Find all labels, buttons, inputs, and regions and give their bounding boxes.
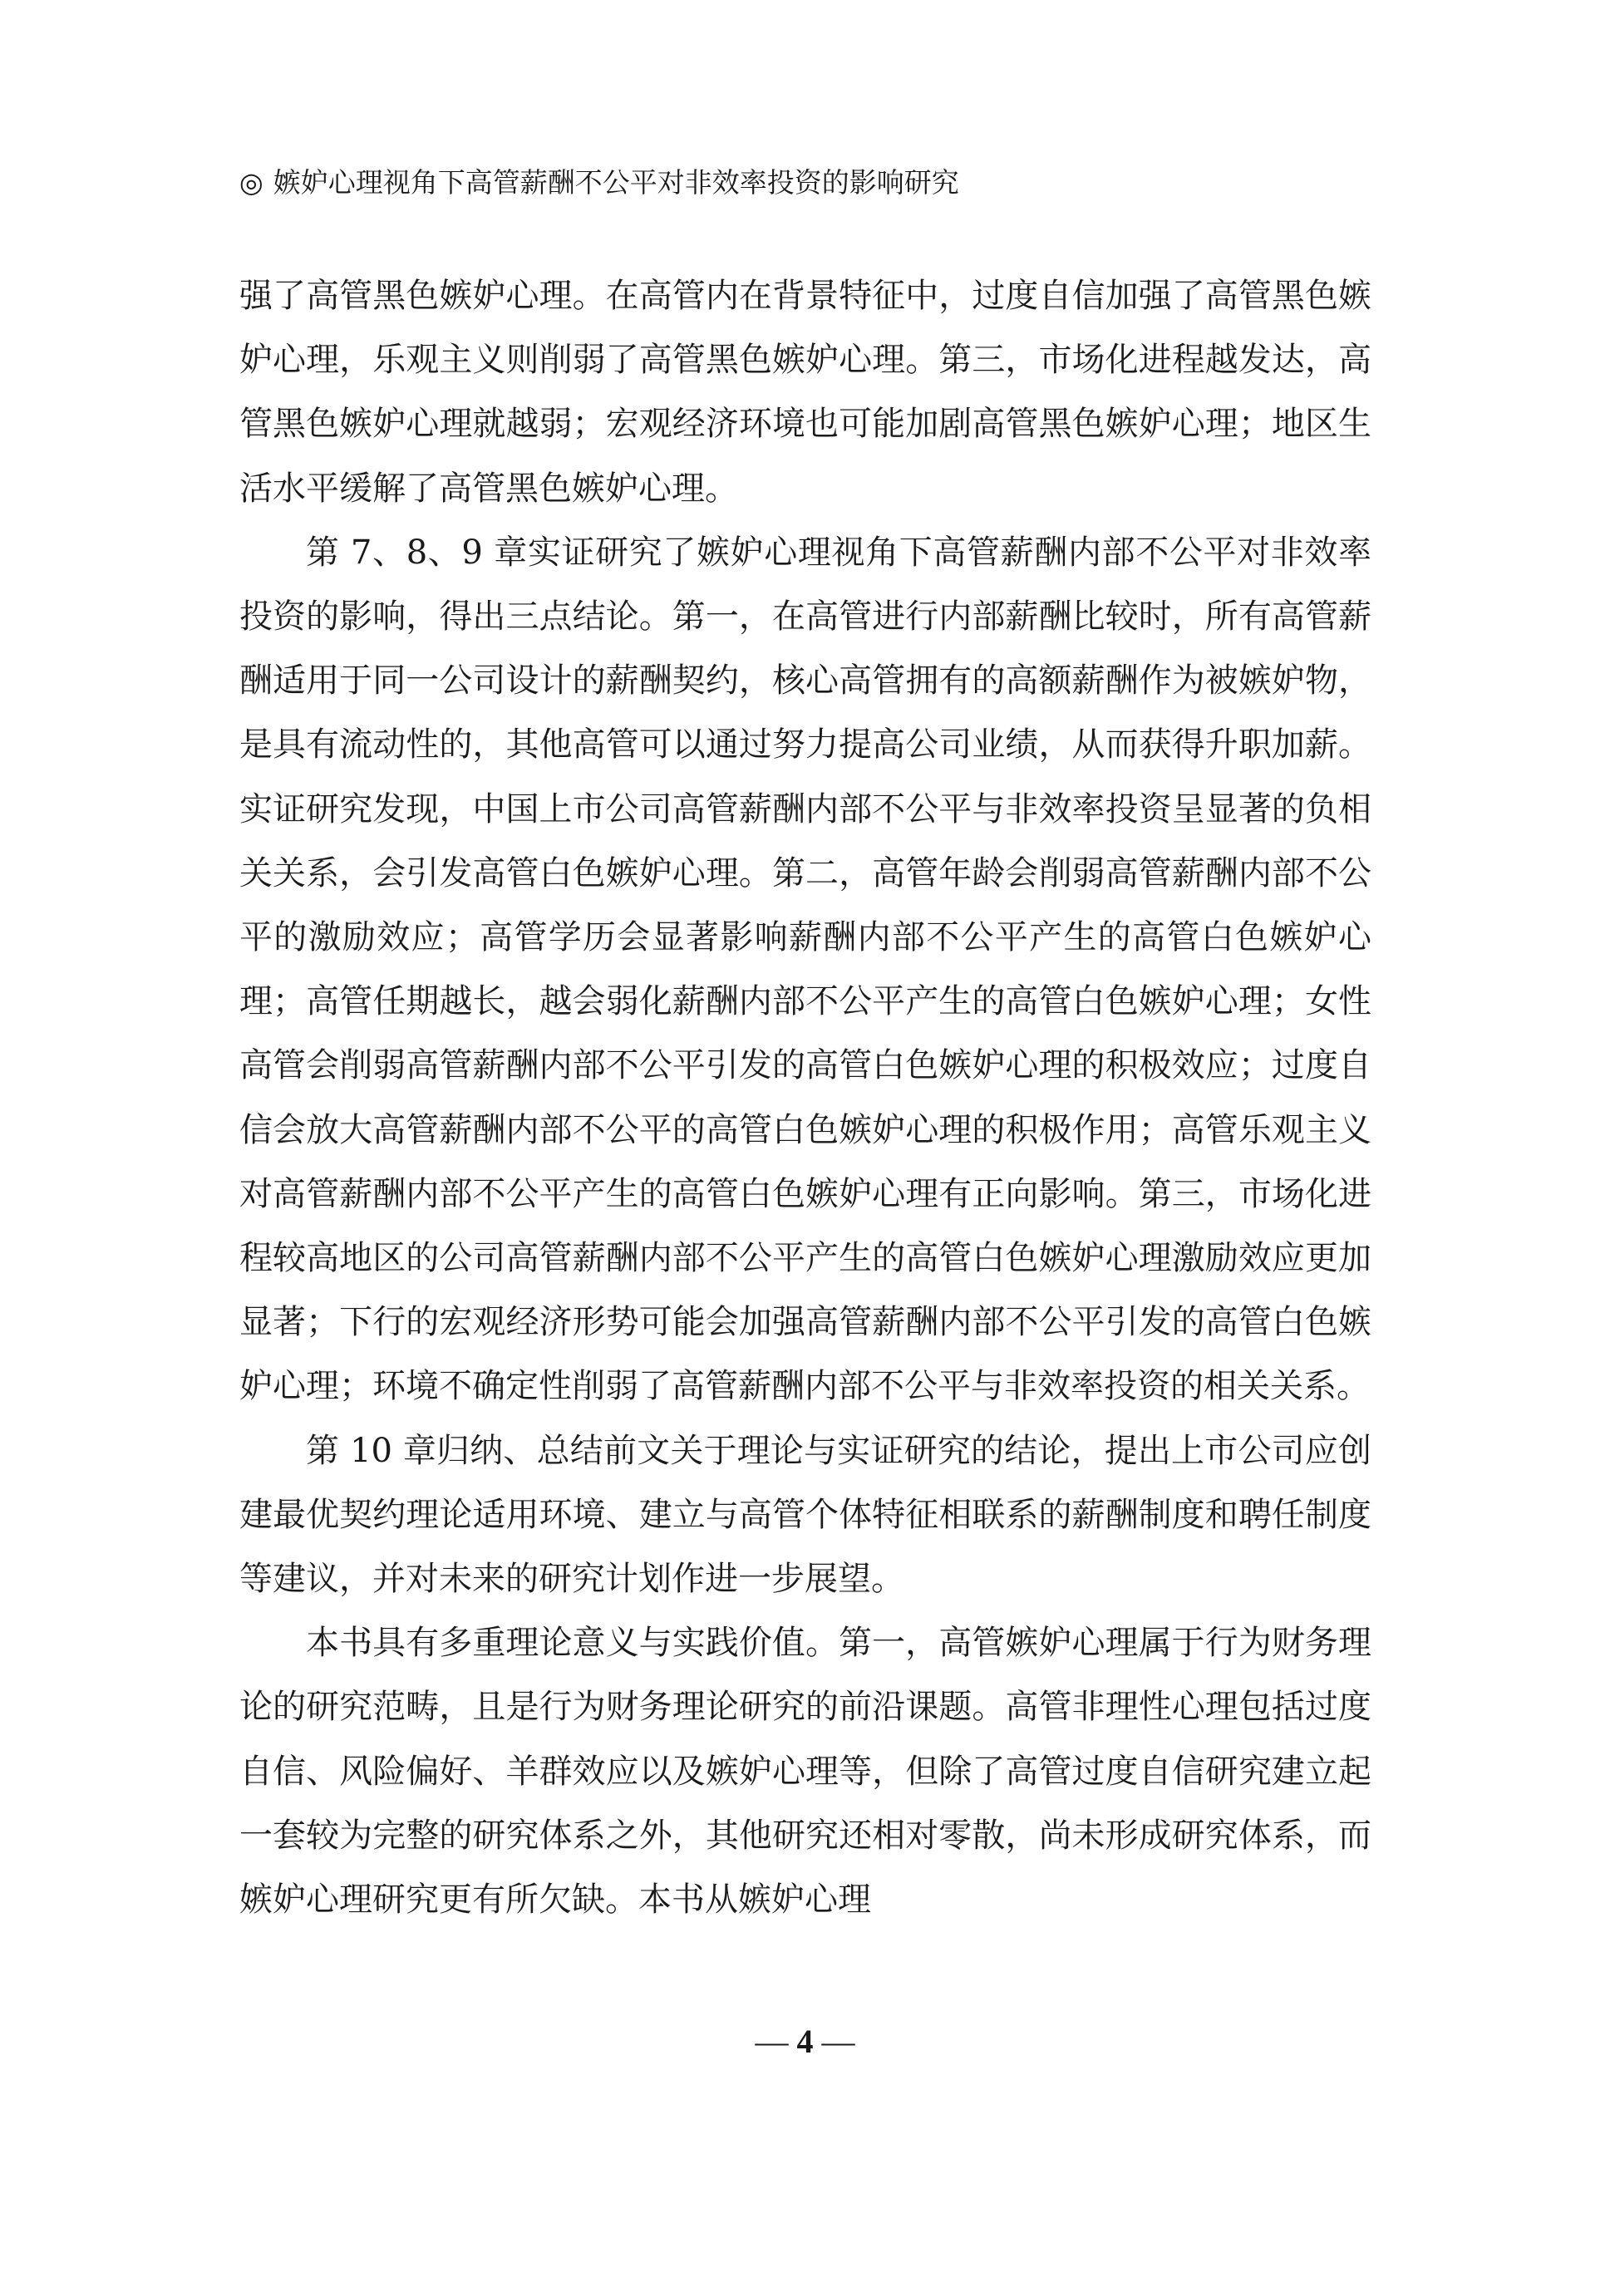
- folio-dash-right: —: [821, 2023, 855, 2060]
- paragraph: 本书具有多重理论意义与实践价值。第一，高管嫉妒心理属于行为财务理论的研究范畴，且是行为财务理论研究的前沿课题。高管非理性心理包括过度自信、风险偏好、羊群效应以及嫉妒心理等，但除了高管过度自信研究建立起一套较为完整的研究体系之外，其他研究还相对零散，尚未形成研究体系，而嫉妒心理研究更有所欠缺。本书从嫉妒心理: [239, 1624, 1371, 1920]
- header-title: 嫉妒心理视角下高管薪酬不公平对非效率投资的影响研究: [273, 166, 959, 199]
- page-footer: [0, 2021, 1610, 2062]
- page-number: 4: [796, 2023, 814, 2060]
- body-text: [239, 264, 1371, 1932]
- paragraph-continued: 强了高管黑色嫉妒心理。在高管内在背景特征中，过度自信加强了高管黑色嫉妒心理，乐观主义则削弱了高管黑色嫉妒心理。第三，市场化进程越发达，高管黑色嫉妒心理就越弱；宏观经济环境也可能加剧高管黑色嫉妒心理；地区生活水平缓解了高管黑色嫉妒心理。: [239, 277, 1371, 508]
- folio-dash-left: —: [755, 2023, 789, 2060]
- paragraph: 第 10 章归纳、总结前文关于理论与实证研究的结论，提出上市公司应创建最优契约理论适用环境、建立与高管个体特征相联系的薪酬制度和聘任制度等建议，并对未来的研究计划作进一步展望。: [239, 1431, 1371, 1599]
- paragraph: 第 7、8、9 章实证研究了嫉妒心理视角下高管薪酬内部不公平对非效率投资的影响，得出三点结论。第一，在高管进行内部薪酬比较时，所有高管薪酬适用于同一公司设计的薪酬契约，核心高管拥有的高额薪酬作为被嫉妒物，是具有流动性的，其他高管可以通过努力提高公司业绩，从而获得升职加薪。实证研究发现，中国上市公司高管薪酬内部不公平与非效率投资呈显著的负相关关系，会引发高管白色嫉妒心理。第二，高管年龄会削弱高管薪酬内部不公平的激励效应；高管学历会显著影响薪酬内部不公平产生的高管白色嫉妒心理；高管任期越长，越会弱化薪酬内部不公平产生的高管白色嫉妒心理；女性高管会削弱高管薪酬内部不公平引发的高管白色嫉妒心理的积极效应；过度自信会放大高管薪酬内部不公平的高管白色嫉妒心理的积极作用；高管乐观主义对高管薪酬内部不公平产生的高管白色嫉妒心理有正向影响。第三，市场化进程较高地区的公司高管薪酬内部不公平产生的高管白色嫉妒心理激励效应更加显著；下行的宏观经济形势可能会加强高管薪酬内部不公平引发的高管白色嫉妒心理；环境不确定性削弱了高管薪酬内部不公平与非效率投资的相关关系。: [239, 533, 1371, 1406]
- header-mark-icon: ◎: [239, 166, 263, 199]
- running-header: [239, 165, 959, 201]
